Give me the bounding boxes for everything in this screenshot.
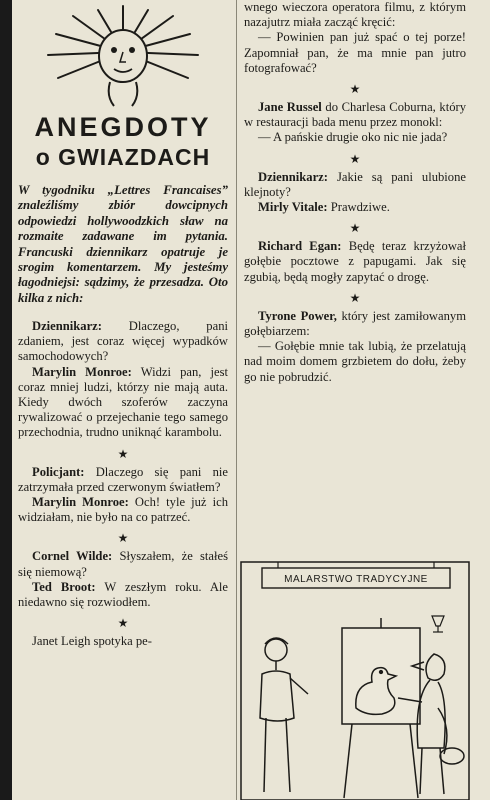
lead-paragraph: W tygodniku „Lettres Francaises” znaleźliśmy zbiór dowcipnych odpowiedzi hollywoodzkich sław na rozmaite zadawane im pytania. Francuski dziennikarz opatruje je srogim komentarzem. My jesteśmy łagodniejsi: sądzimy, że przesadza. Oto kilka z nich: [18,183,228,305]
speaker-name: Dziennikarz: [32,319,102,334]
star-separator: ★ [349,290,361,305]
star-separator: ★ [117,446,129,461]
star-separator: ★ [349,151,361,166]
anecdote-text: Widzi pan, jest coraz mniej ludzi, którzy nie mają auta. Kiedy dwóch szoferów zaczyna rywalizować o przejechanie tego samego przechodnia, trudno uniknąć karambolu. [18,364,229,440]
cartoon-illustration [238,558,474,800]
anecdote-8-quote: — Gołębie mnie tak lubią, że przelatują nad moim domem grzbietem do dołu, żeby go nie pobrudzić. [244,339,466,384]
anecdote-text: który jest zamiłowanym gołębiarzem: [244,308,467,339]
column-divider [236,0,237,800]
anecdote-text: do Charlesa Coburna, który w restauracji bada menu przez monokl: [244,100,467,130]
star-separator: ★ [349,221,361,236]
star-separator: ★ [349,82,361,97]
left-column [18,0,228,650]
speaker-name: Dziennikarz: [258,169,328,184]
article-title: ANEGDOTY [34,112,212,142]
anecdote-6-answer [244,200,466,215]
star-separator: ★ [117,616,129,631]
anecdote-4-continuation: wnego wieczora operatora filmu, z którym nazajutrz miała zacząć kręcić: [244,0,466,30]
anecdote-7 [244,239,466,285]
speaker-name: Cornel Wilde: [32,549,113,564]
anecdote-8 [244,309,466,339]
speaker-name: Marylin Monroe: [32,495,129,510]
star-separator: ★ [117,531,129,546]
anecdote-3-answer [18,580,228,610]
anecdote-3-question [18,549,228,579]
anecdote-1-answer [18,365,228,441]
anecdote-4-start [18,634,228,649]
anecdote-6-question [244,170,466,200]
anecdote-4-quote: — Powinien pan już spać o tej porze! Zapomniał pan, że ma mnie pan jutro fotografować? [244,30,466,75]
anecdote-text: Będę teraz krzyżował gołębie pocztowe z papugami. Jak się zgubią, będą mogły zapytać o drogę. [244,239,466,284]
anecdote-text: Och! tyle już ich widziałam, nie było na co patrzeć. [18,495,228,525]
anecdote-text: Dlaczego się pani nie zatrzymała przed czerwonym światłem? [18,464,228,494]
page-edge-bar [0,0,12,800]
speaker-name: Ted Broot: [32,579,96,594]
anecdote-5 [244,100,466,130]
anecdote-text: Słyszałem, że stałeś się niemową? [18,549,228,579]
anecdote-text: Dlaczego, pani zdaniem, jest coraz więcej wypadków samochodowych? [18,319,228,364]
anecdote-text: Jakie są pani ulubione klejnoty? [244,169,466,199]
sun-face-illustration [38,0,208,110]
anecdote-text: W zeszłym roku. Ale niedawno się rozwiodłem. [18,579,229,610]
speaker-name: Jane Russel [258,100,322,115]
anecdote-5-quote: — A pańskie drugie oko nic nie jada? [258,130,448,145]
cartoon-sign-text: MALARSTWO TRADYCYJNE [284,574,428,585]
speaker-name: Mirly Vitale: [258,200,328,215]
speaker-name: Marylin Monroe: [32,364,132,379]
article-subtitle: o GWIAZDACH [35,144,211,170]
speaker-name: Tyrone Power, [258,308,337,323]
anecdote-2-question [18,465,228,495]
anecdote-text: Janet Leigh spotyka pe- [32,634,152,649]
anecdote-text: Prawdziwe. [330,200,390,215]
anecdote-2-answer [18,495,228,525]
speaker-name: Policjant: [32,464,85,479]
anecdote-1-question [18,319,228,365]
speaker-name: Richard Egan: [258,239,342,254]
right-column [244,0,466,385]
